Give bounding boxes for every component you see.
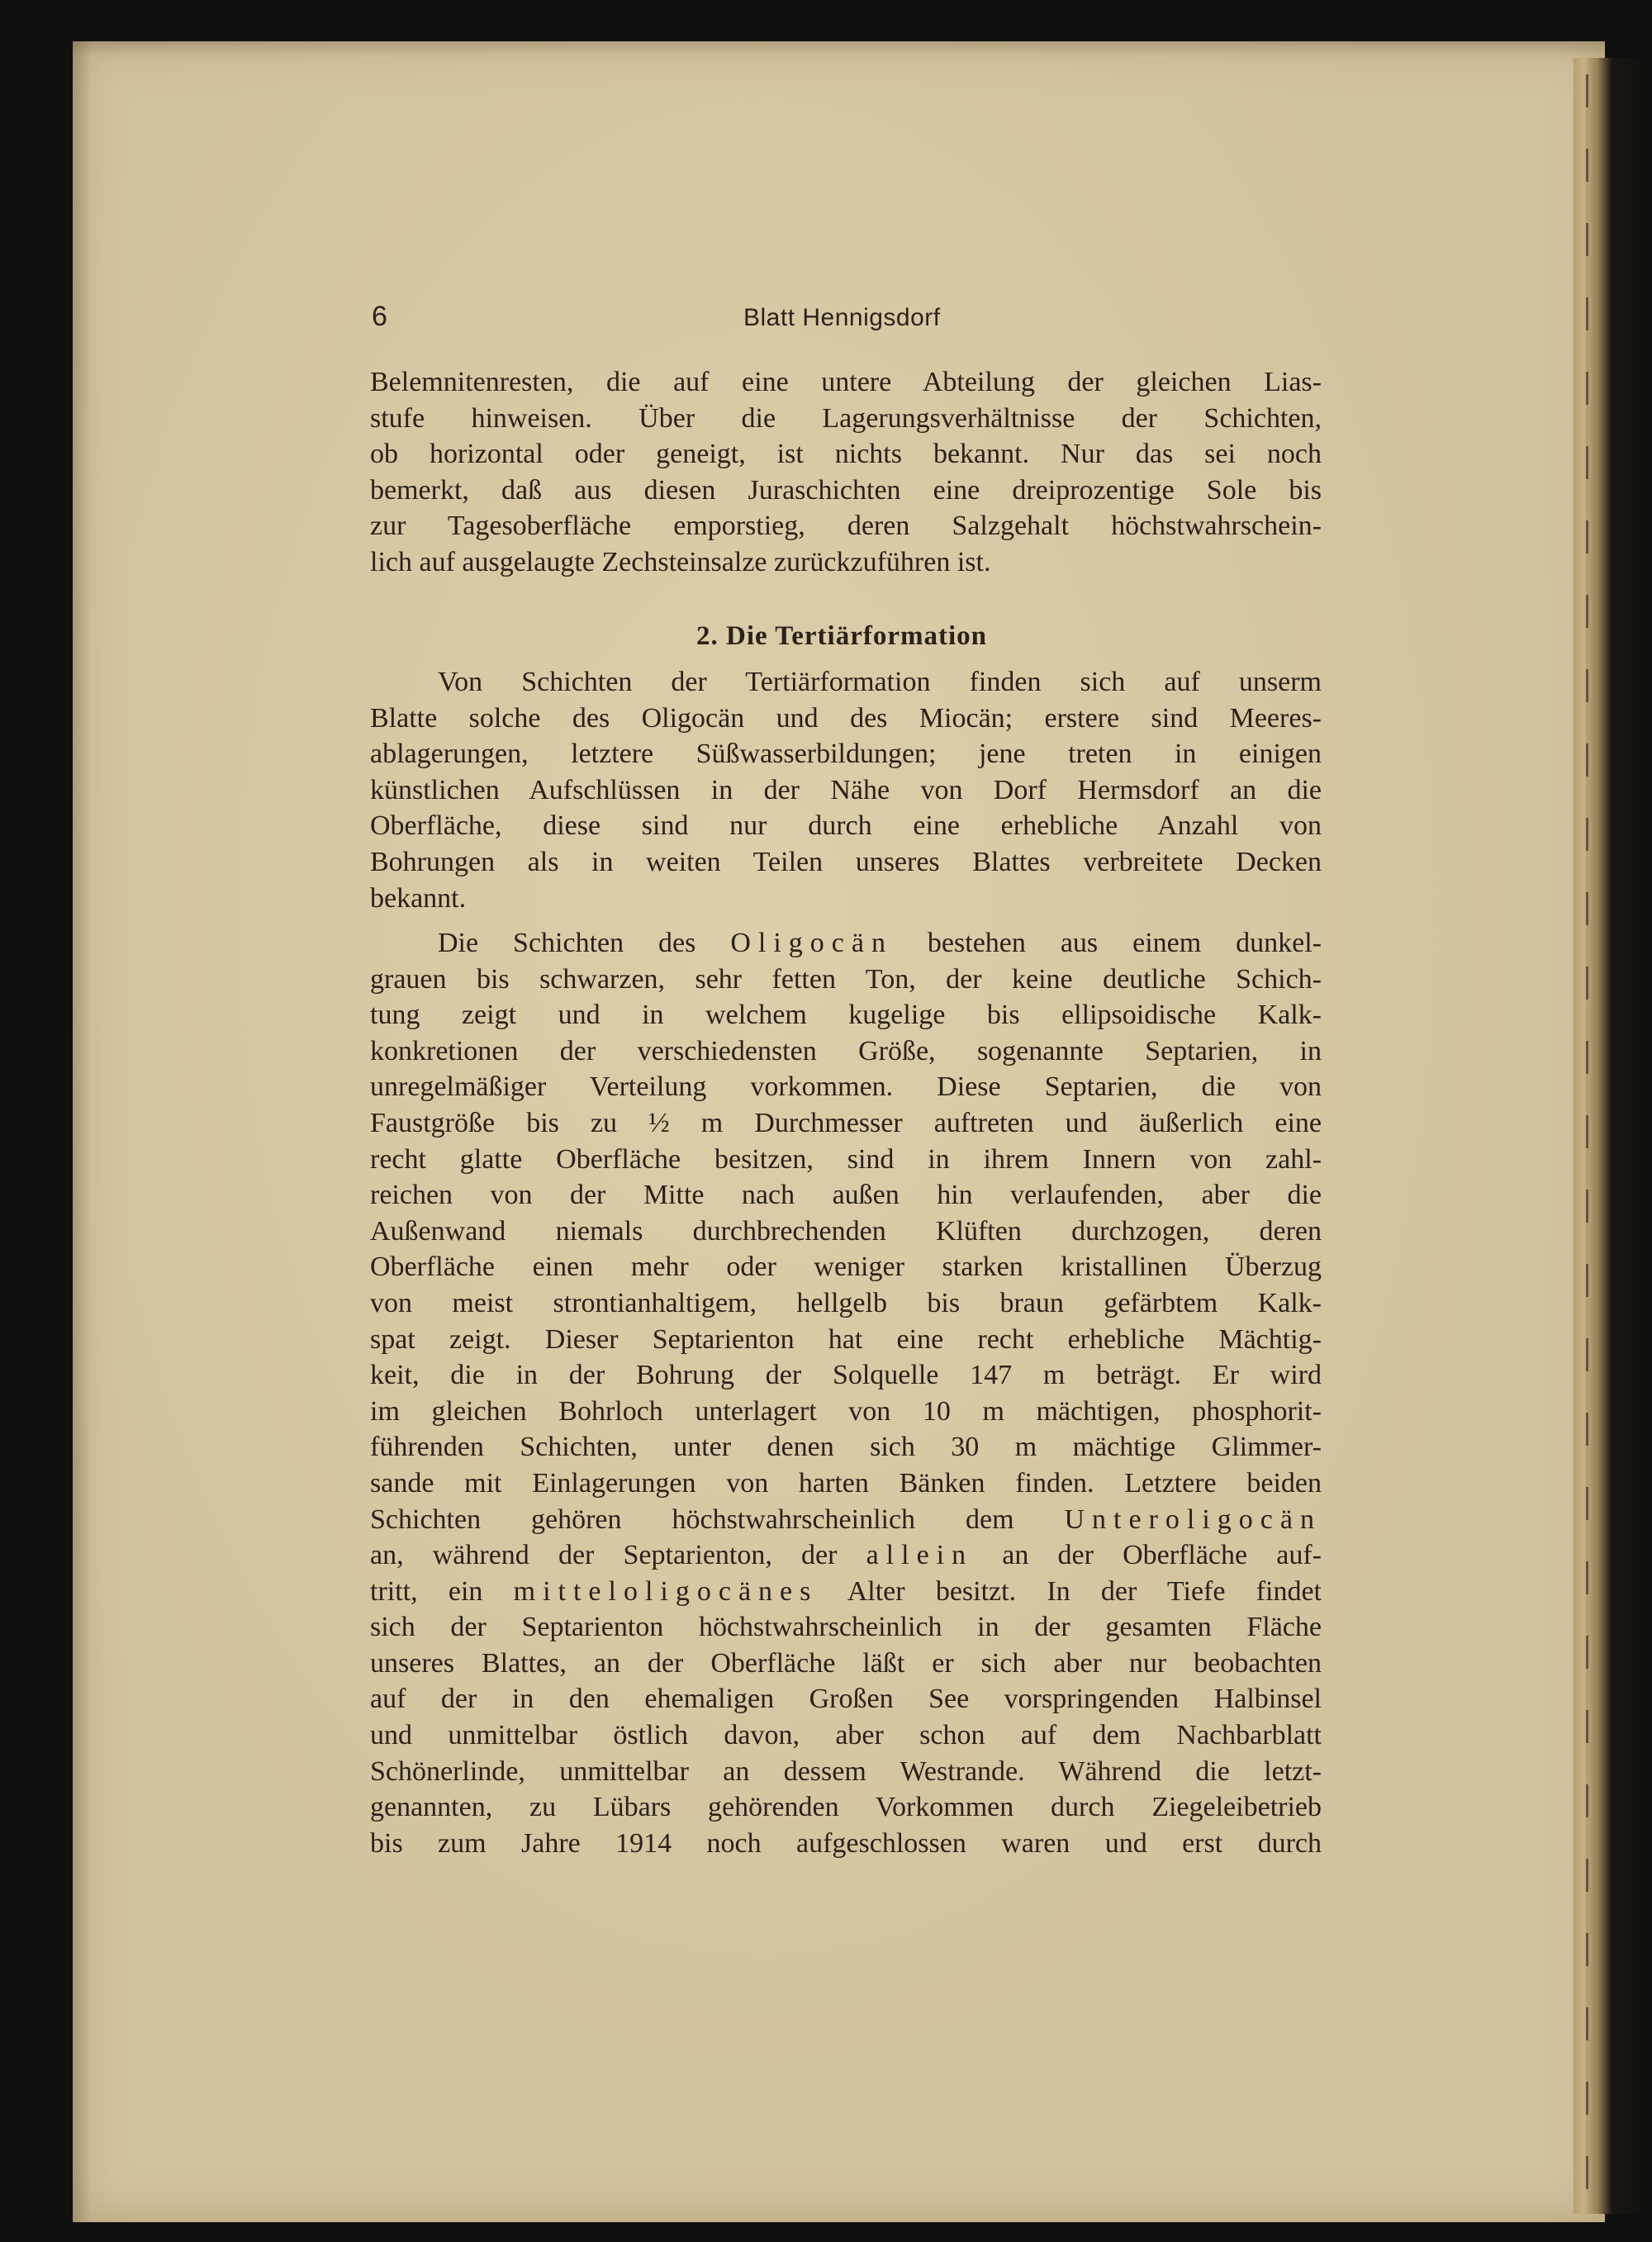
paragraph-2 xyxy=(370,664,1322,916)
line-text: Schichten gehören höchstwahrscheinlich dem xyxy=(370,1503,1065,1535)
text-line: spat zeigt. Dieser Septarienton hat eine recht erhebliche Mächtig- xyxy=(370,1323,1322,1355)
text-line: Blatte solche des Oligocän und des Miocän; erstere sind Meeres- xyxy=(370,702,1322,734)
spaced-term: Oligocän xyxy=(730,928,893,958)
text-line xyxy=(370,1537,1322,1574)
section-heading: 2. Die Tertiärformation xyxy=(695,621,988,651)
text-line: sande mit Einlagerungen von harten Bänken finden. Letztere beiden xyxy=(370,1467,1322,1499)
text-line: Faustgröße bis zu ½ m Durchmesser auftreten und äußerlich eine xyxy=(370,1107,1322,1138)
line-text: bestehen aus einem dunkel- xyxy=(892,928,1322,958)
text-line: ob horizontal oder geneigt, ist nichts bekannt. Nur das sei noch xyxy=(370,439,1322,470)
text-line: reichen von der Mitte nach außen hin verlaufenden, aber die xyxy=(370,1180,1322,1211)
text-line: bemerkt, daß aus diesen Juraschichten eine dreiprozentige Sole bis xyxy=(370,474,1322,506)
line-text: an der Oberfläche auf- xyxy=(973,1540,1322,1571)
text-line: auf der in den ehemaligen Großen See vorspringenden Halbinsel xyxy=(370,1684,1322,1715)
text-line: Oberfläche, diese sind nur durch eine erhebliche Anzahl von xyxy=(370,810,1322,842)
text-line: tung zeigt und in welchem kugelige bis ellipsoidische Kalk- xyxy=(370,1000,1322,1031)
running-title: Blatt Hennigsdorf xyxy=(743,304,941,331)
paragraph-3 xyxy=(370,925,1322,1861)
text-line: stufe hinweisen. Über die Lagerungsverhältnisse der Schichten, xyxy=(370,402,1322,434)
text-line xyxy=(370,925,1322,962)
text-line: im gleichen Bohrloch unterlagert von 10 m mächtigen, phosphorit- xyxy=(370,1395,1322,1427)
book-page-edge xyxy=(1574,58,1648,2214)
spaced-term: Unteroligocän xyxy=(1064,1503,1322,1535)
paragraph-1 xyxy=(370,364,1322,581)
page-number: 6 xyxy=(372,301,387,332)
line-text: Alter besitzt. In der Tiefe findet xyxy=(818,1575,1322,1607)
text-line: zur Tagesoberfläche emporstieg, deren Salzgehalt höchstwahrschein- xyxy=(370,511,1322,542)
text-line xyxy=(370,1502,1322,1538)
page-header xyxy=(370,297,1313,347)
text-line xyxy=(370,1574,1322,1610)
text-line: unregelmäßiger Verteilung vorkommen. Diese Septarien, die von xyxy=(370,1071,1322,1103)
text-line: Außenwand niemals durchbrechenden Klüften durchzogen, deren xyxy=(370,1215,1322,1247)
line-text: tritt, ein xyxy=(370,1575,514,1607)
text-line: unseres Blattes, an der Oberfläche läßt er sich aber nur beobachten xyxy=(370,1647,1322,1679)
text-line: künstlichen Aufschlüssen in der Nähe von Dorf Hermsdorf an die xyxy=(370,774,1322,805)
page-edge-stripe xyxy=(1586,74,1588,2189)
text-line: Oberfläche einen mehr oder weniger starken kristallinen Überzug xyxy=(370,1252,1322,1283)
spaced-term: allein xyxy=(866,1540,974,1571)
text-line: lich auf ausgelaugte Zechsteinsalze zurückzuführen ist. xyxy=(370,546,991,577)
text-line: bekannt. xyxy=(370,882,467,914)
text-line: ablagerungen, letztere Süßwasserbildungen; jene treten in einigen xyxy=(370,739,1322,770)
text-line: Schönerlinde, unmittelbar an dessem Westrande. Während die letzt- xyxy=(370,1755,1322,1787)
text-line: recht glatte Oberfläche besitzen, sind in ihrem Innern von zahl- xyxy=(370,1143,1322,1175)
text-line: konkretionen der verschiedensten Größe, sogenannte Septarien, in xyxy=(370,1035,1322,1066)
text-line: und unmittelbar östlich davon, aber schon auf dem Nachbarblatt xyxy=(370,1720,1322,1751)
text-line: bis zum Jahre 1914 noch aufgeschlossen waren und erst durch xyxy=(370,1827,1322,1859)
text-line: keit, die in der Bohrung der Solquelle 147 m beträgt. Er wird xyxy=(370,1360,1322,1391)
text-line: genannten, zu Lübars gehörenden Vorkommen durch Ziegeleibetrieb xyxy=(370,1792,1322,1823)
text-line: von meist strontianhaltigem, hellgelb bis braun gefärbtem Kalk- xyxy=(370,1287,1322,1318)
text-line: grauen bis schwarzen, sehr fetten Ton, der keine deutliche Schich- xyxy=(370,963,1322,995)
line-text: an, während der Septarienton, der xyxy=(370,1540,866,1571)
line-text: Die Schichten des xyxy=(438,928,731,958)
text-line: Bohrungen als in weiten Teilen unseres Blattes verbreitete Decken xyxy=(370,846,1322,877)
text-line: sich der Septarienton höchstwahrscheinlich in der gesamten Fläche xyxy=(370,1612,1322,1643)
text-line: Belemnitenresten, die auf eine untere Abteilung der gleichen Lias- xyxy=(370,367,1322,397)
text-line: Von Schichten der Tertiärformation finden sich auf unserm xyxy=(438,667,1322,697)
spaced-term: mitteloligocänes xyxy=(513,1575,819,1607)
text-line: führenden Schichten, unter denen sich 30 m mächtige Glimmer- xyxy=(370,1432,1322,1463)
